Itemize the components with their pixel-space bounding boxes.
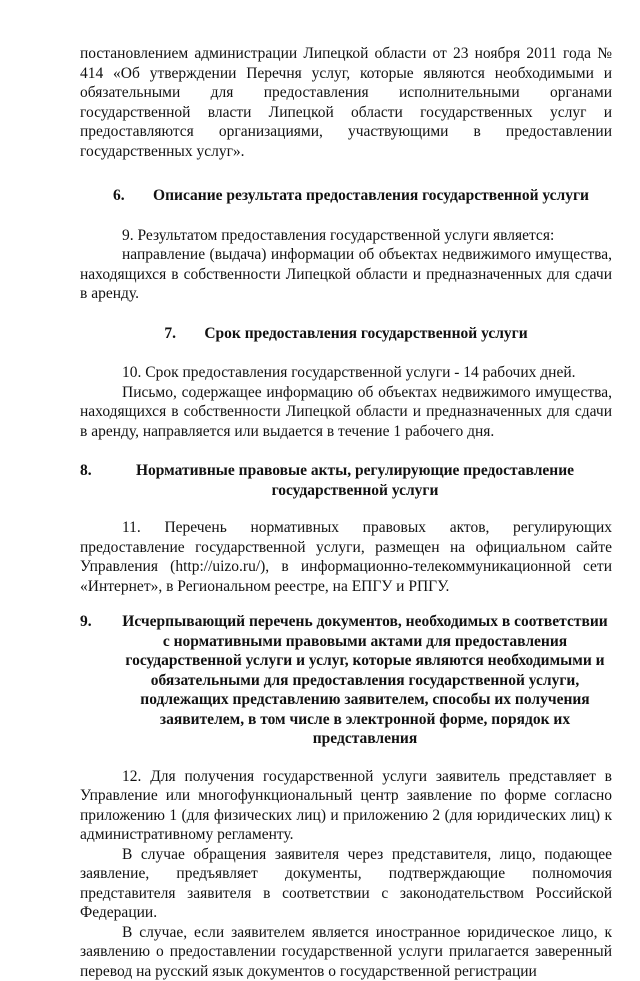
paragraph-9: 9. Результатом предоставления государственной услуги является: <box>80 226 612 246</box>
paragraph-10-text: Письмо, содержащее информацию об объектах недвижимого имущества, находящихся в собственности Липецкой области и предназначенных для сдачи в аренду, направляется или выдается в течение 1 рабочего дня. <box>80 383 612 442</box>
section-number: 7. <box>164 324 204 344</box>
section-number: 6. <box>113 186 153 206</box>
section-6-heading <box>80 186 612 206</box>
paragraph-11: 11. Перечень нормативных правовых актов, регулирующих предоставление государственной услуги, размещен на официальном сайте Управления (http://uizo.ru/), в информационно-телекоммуникационной сети «Интернет», в Региональном реестре, на ЕПГУ и РПГУ. <box>80 518 612 596</box>
paragraph-12-representative: В случае обращения заявителя через представителя, лицо, подающее заявление, предъявляет документы, подтверждающие полномочия представителя заявителя в соответствии с законодательством Российской Федерации. <box>80 845 612 923</box>
section-number: 9. <box>80 612 118 749</box>
section-title: Исчерпывающий перечень документов, необходимых в соответствии с нормативными правовыми актами для предоставления государственной услуги и услуг, которые являются необходимыми и обязательными для предоставления государственной услуги, подлежащих представлению заявителем, способы их получения заявителем, в том числе в электронной форме, порядок их представления <box>118 612 612 749</box>
section-7-heading <box>80 324 612 344</box>
section-title: Нормативные правовые акты, регулирующие предоставление государственной услуги <box>118 461 592 500</box>
section-title: Описание результата предоставления государственной услуги <box>153 186 589 206</box>
section-number: 8. <box>80 461 118 500</box>
section-9-heading <box>80 612 612 749</box>
section-title: Срок предоставления государственной услуги <box>204 324 527 344</box>
intro-paragraph: постановлением администрации Липецкой области от 23 ноября 2011 года № 414 «Об утверждении Перечня услуг, которые являются необходимыми и обязательными для предоставления исполнительными органами государственной власти Липецкой области государственных услуг и предоставляются организациями, участвующими в предоставлении государственных услуг». <box>80 44 612 161</box>
paragraph-12-foreign-entity: В случае, если заявителем является иностранное юридическое лицо, к заявлению о предоставлении государственной услуги прилагается заверенный перевод на русский язык документов о государственной регистрации <box>80 923 612 981</box>
paragraph-9-text: направление (выдача) информации об объектах недвижимого имущества, находящихся в собственности Липецкой области и предназначенных для сдачи в аренду. <box>80 245 612 304</box>
paragraph-10: 10. Срок предоставления государственной услуги - 14 рабочих дней. <box>80 363 612 383</box>
section-8-heading <box>80 461 612 500</box>
paragraph-12: 12. Для получения государственной услуги заявитель представляет в Управление или многофункциональный центр заявление по форме согласно приложению 1 (для физических лиц) и приложению 2 (для юридических лиц) к административному регламенту. <box>80 767 612 845</box>
